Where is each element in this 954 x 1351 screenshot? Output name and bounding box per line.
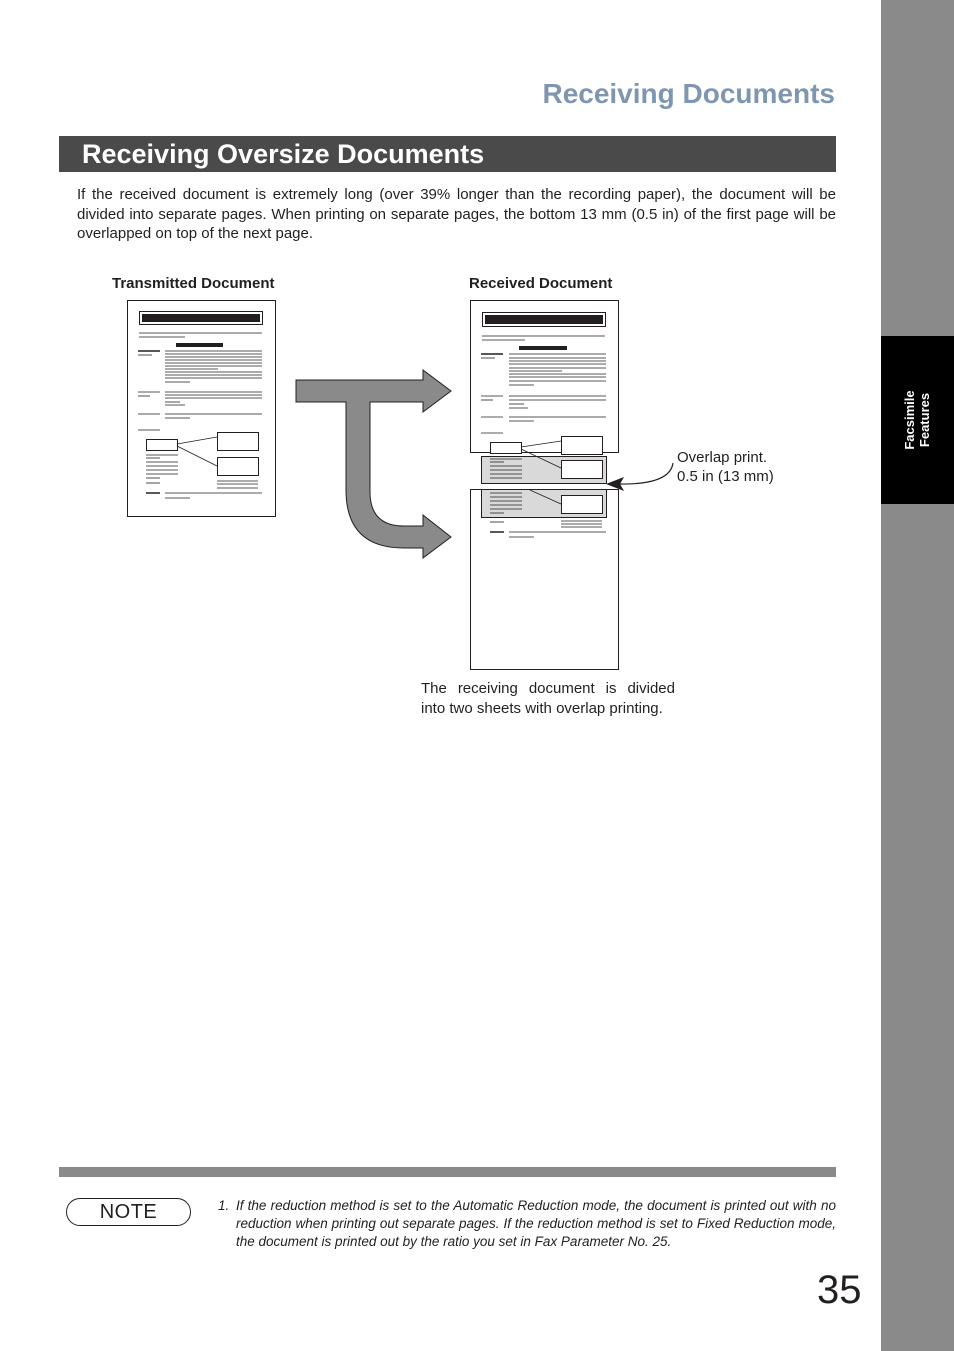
intro-paragraph: If the received document is extremely long (over 39% longer than the recording paper), the document will be divided into separate pages. When printing on separate pages, the bottom 13 mm (0.5 in) of the first page will be overlapped on top of the next page. <box>77 186 836 242</box>
section-title: Receiving Documents <box>542 78 835 109</box>
page-number: 35 <box>817 1268 862 1312</box>
overlap-pointer <box>606 463 673 491</box>
note-number: 1. <box>218 1198 230 1213</box>
split-arrow <box>296 370 451 558</box>
received-second-sheet <box>471 490 619 670</box>
chapter-tab-label: Facsimile Features <box>902 390 932 450</box>
overlap-note: Overlap print. 0.5 in (13 mm) <box>677 449 774 485</box>
transmitted-document-illustration <box>128 301 276 517</box>
page-title: Receiving Oversize Documents <box>82 139 485 169</box>
note-badge: NOTE <box>66 1198 191 1226</box>
transmitted-document-label: Transmitted Document <box>112 275 275 292</box>
note-text: If the reduction method is set to the Automatic Reduction mode, the document is printed out with no reduction when printing out separate pages. If the reduction method is set to Fixed Reduction mode, the document is printed out by the ratio you set in Fax Parameter No. 25. <box>236 1198 836 1249</box>
received-first-sheet <box>471 301 619 484</box>
received-document-label: Received Document <box>469 275 613 292</box>
diagram-caption: The receiving document is divided into two sheets with overlap printing. <box>421 680 675 717</box>
note-divider <box>59 1167 836 1177</box>
